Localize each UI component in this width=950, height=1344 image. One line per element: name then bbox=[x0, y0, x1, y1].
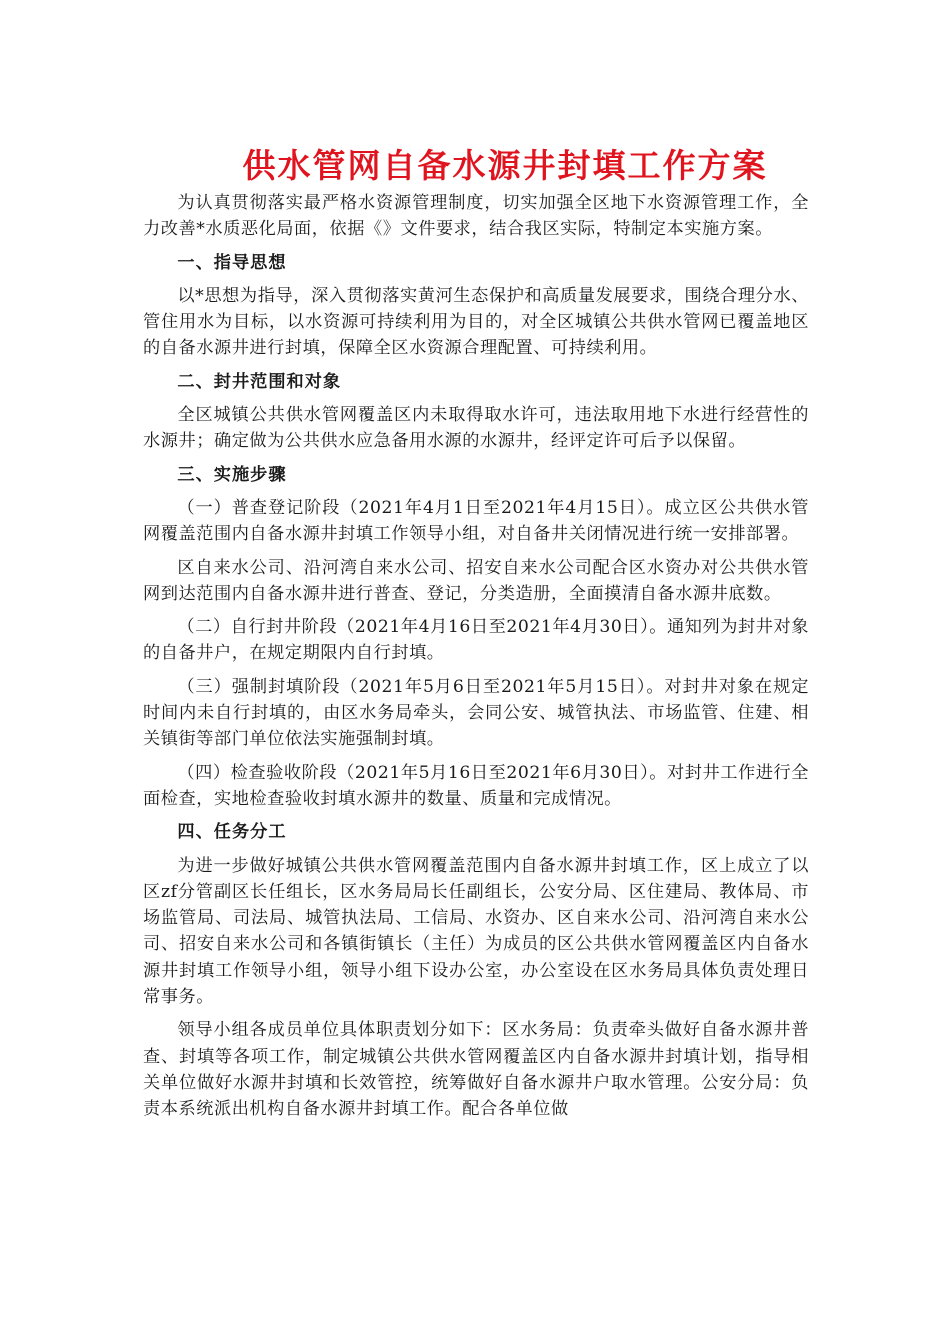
section-paragraph: 为进一步做好城镇公共供水管网覆盖范围内自备水源井封填工作，区上成立了以区zf分管副区长任组长，区水务局局长任副组长，公安分局、区住建局、教体局、市场监管局、司法局、城管执法局、工信局、水资办、区自来水公司、沿河湾自来水公司、招安自来水公司和各镇街镇长（主任）为成员的区公共供水管网覆盖区内自备水源井封填工作领导小组，领导小组下设办公室，办公室设在区水务局具体负责处理日常事务。 bbox=[143, 855, 809, 1008]
step-paragraph: 区自来水公司、沿河湾自来水公司、招安自来水公司配合区水资办对公共供水管网到达范围内自备水源井进行普查、登记，分类造册，全面摸清自备水源井底数。 bbox=[143, 557, 809, 604]
section-heading-guiding-ideology: 一、指导思想 bbox=[177, 252, 287, 273]
document-title: 供水管网自备水源井封填工作方案 bbox=[242, 146, 768, 185]
section-heading-division-of-tasks: 四、任务分工 bbox=[177, 822, 287, 843]
section-heading-scope: 二、封井范围和对象 bbox=[177, 371, 342, 392]
document-body bbox=[143, 190, 809, 1130]
intro-paragraph: 为认真贯彻落实最严格水资源管理制度，切实加强全区地下水资源管理工作，全力改善*水质恶化局面，依据《》文件要求，结合我区实际，特制定本实施方案。 bbox=[143, 193, 809, 240]
section-heading-steps: 三、实施步骤 bbox=[177, 464, 287, 485]
section-paragraph: 以*思想为指导，深入贯彻落实黄河生态保护和高质量发展要求，围绕合理分水、管住用水为目标，以水资源可持续利用为目的，对全区城镇公共供水管网已覆盖地区的自备水源井进行封填，保障全区水资源合理配置、可持续利用。 bbox=[143, 285, 809, 359]
step-paragraph: （一）普查登记阶段（2021年4月1日至2021年4月15日）。成立区公共供水管网覆盖范围内自备水源井封填工作领导小组，对自备井关闭情况进行统一安排部署。 bbox=[143, 497, 809, 545]
step-paragraph: （四）检查验收阶段（2021年5月16日至2021年6月30日）。对封井工作进行全面检查，实地检查验收封填水源井的数量、质量和完成情况。 bbox=[143, 762, 809, 809]
step-paragraph: （二）自行封井阶段（2021年4月16日至2021年4月30日）。通知列为封井对象的自备井户，在规定期限内自行封填。 bbox=[143, 617, 809, 664]
step-paragraph: （三）强制封填阶段（2021年5月6日至2021年5月15日）。对封井对象在规定时间内未自行封填的，由区水务局牵头，会同公安、城管执法、市场监管、住建、相关镇街等部门单位依法实施强制封填。 bbox=[143, 676, 809, 750]
section-paragraph: 全区城镇公共供水管网覆盖区内未取得取水许可，违法取用地下水进行经营性的水源井；确定做为公共供水应急备用水源的水源井，经评定许可后予以保留。 bbox=[143, 405, 809, 452]
section-paragraph: 领导小组各成员单位具体职责划分如下：区水务局：负责牵头做好自备水源井普查、封填等各项工作，制定城镇公共供水管网覆盖区内自备水源井封填计划，指导相关单位做好水源井封填和长效管控，统筹做好自备水源井户取水管理。公安分局：负责本系统派出机构自备水源井封填工作。配合各单位做 bbox=[143, 1020, 809, 1120]
